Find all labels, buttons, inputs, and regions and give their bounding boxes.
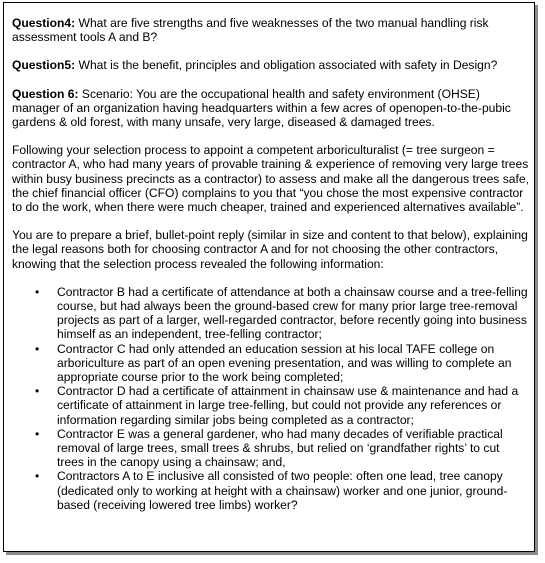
bullet-icon: •	[35, 469, 40, 484]
question-6-label: Question 6:	[12, 86, 79, 101]
question-4	[12, 16, 529, 44]
list-item-text: Contractor B had a certificate of attendance at both a chainsaw course and a tree-felling course, but had always been the ground-based crew for many prior large tree-removal projects as part of a larger, well-regarded contractor, before recently going into business himself as an independent, tree-felling contractor;	[57, 284, 528, 342]
scenario-paragraph: Following your selection process to appoint a competent arboriculturalist (= tree surgeon = contractor A, who had many years of provable training & experience of removing very large trees within busy business precincts as a contractor) to assess and make all the dangerous trees safe, the chief financial officer (CFO) complains to you that “you chose the most expensive contractor to do the work, when there were much cheaper, trained and experienced alternatives available”.	[12, 143, 529, 215]
question-5-label: Question5:	[12, 58, 76, 73]
bullet-icon: •	[35, 284, 40, 299]
list-item-text: Contractor C had only attended an education session at his local TAFE college on arboriculture as part of an open evening presentation, and was willing to complete an appropriate course prior to the work being completed;	[57, 341, 512, 385]
list-item-text: Contractors A to E inclusive all consisted of two people: often one lead, tree canopy (dedicated only to working at height with a chainsaw) worker and one junior, ground-based (receiving lowered tree limbs) worker?	[57, 469, 508, 512]
question-5-text: What is the benefit, principles and obligation associated with safety in Design?	[75, 58, 498, 73]
list-item-text: Contractor D had a certificate of attainment in chainsaw use & maintenance and had a certificate of attainment in large tree-felling, but could not provide any references or information regarding similar jobs being completed as a contractor;	[57, 384, 519, 427]
list-item-contractor-c	[35, 341, 529, 385]
question-4-text: What are five strengths and five weaknesses of the two manual handling risk assessment tools A and B?	[12, 16, 489, 45]
contractor-list	[12, 285, 529, 512]
bullet-icon: •	[35, 426, 40, 441]
question-4-label: Question4:	[12, 16, 76, 30]
list-item-text: Contractor E was a general gardener, who had many decades of verifiable practical removal of large trees, small trees & shrubs, but relied on ‘grandfather rights’ to cut trees in the canopy using a chainsaw; and,	[57, 426, 503, 470]
list-item-contractor-e	[35, 426, 529, 470]
question-6-text: Scenario: You are the occupational health and safety environment (OHSE) manager of an organization having headquarters within a few acres of openopen-to-the-pubic gardens & old forest, with many unsafe, very large, diseased & damaged trees.	[12, 86, 511, 130]
bullet-icon: •	[35, 384, 40, 399]
list-item-contractors-a-to-e	[35, 469, 529, 512]
list-item-contractor-d	[35, 384, 529, 427]
question-6	[12, 87, 529, 130]
bullet-icon: •	[35, 341, 40, 356]
question-5	[12, 58, 529, 72]
list-item-contractor-b	[35, 284, 529, 342]
question-document	[3, 2, 535, 552]
instruction-paragraph: You are to prepare a brief, bullet-point reply (similar in size and content to that below), explaining the legal reasons both for choosing contractor A and for not choosing the other contractors, knowing that the selection process revealed the following information:	[12, 228, 528, 271]
